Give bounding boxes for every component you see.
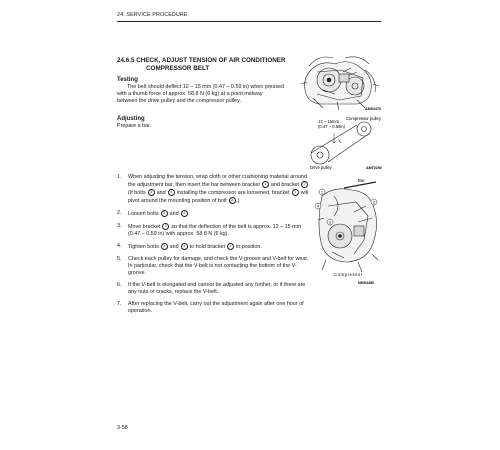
deflection-label: 12 – 15mm [318,119,339,124]
step-2-text-c: . [188,210,190,217]
bar-adjustment-figure [314,176,382,286]
page-number: 3-58 [117,425,128,431]
step-1-text-f: installing the compressor are loosened, bracket [176,189,290,196]
step-number: 4. [117,242,122,249]
step-2-text-a: Loosen bolts [128,210,159,217]
belt-deflection-figure [290,113,382,171]
drive-pulley-shape [311,146,329,164]
bar-label: Bar [358,178,365,183]
belt-diagram [290,113,382,171]
step-1-text-a: When adjusting the tension, wrap cloth or other cushioning material around the adjustment bar, then insert the bar between bracket [128,174,307,188]
fig3-callout-1: 1 [320,189,324,195]
step-2 [117,210,314,218]
deflection-label-inches: (0.47 – 0.59in) [318,124,346,129]
step-number: 7. [117,300,122,307]
header-rule [117,21,381,22]
callout-bolt-3: 3 [148,189,155,196]
callout-bolt-3d: 3 [161,243,168,250]
step-2-text-b: and [169,210,179,217]
section-title-line2: COMPRESSOR BELT [146,65,210,72]
adjusting-prepare-text: Prepare a bar. [117,123,152,129]
callout-bolt-3c: 3 [161,210,168,217]
callout-bolt-3b: 3 [229,197,236,204]
step-number: 2. [117,209,122,216]
step-1-text-h: .) [236,197,240,204]
callout-bracket-1b: 1 [292,189,299,196]
testing-line-2: with a thumb force of approx. 58.8 N (6 kg) at a point midway [117,91,263,97]
fig3-code: NMS4480 [358,281,374,285]
step-1-text-e: and [156,189,166,196]
callout-bolt-4: 4 [168,189,175,196]
fig3-callout-2: 2 [372,199,376,205]
fig3-callout-3: 3 [328,219,332,225]
step-number: 1. [117,174,122,180]
callout-bracket-2: 2 [301,181,308,188]
step-1-text-b: and bracket [270,181,300,188]
compressor-figure [299,50,381,112]
step-number: 5. [117,255,122,262]
testing-heading: Testing [117,77,138,83]
step-4-text-a: Tighten bolts [128,243,159,250]
compressor-pulley-label: Compressor pulley [346,116,381,121]
compressor-label: Compressor [334,272,363,277]
step-7 [117,301,314,315]
adjustment-steps [117,174,314,320]
step-7-text: After replacing the V-belt, carry out the adjustment again after one hour of operation. [128,300,304,314]
adjusting-heading: Adjusting [117,116,145,122]
step-4-text-d: in position. [236,243,262,250]
step-5-text: Check each pulley for damage, and check the V-groove and V-belt for wear. In particular, check that the V-belt is not contacting the bottom of the V-groove. [128,255,309,276]
step-1 [117,174,314,205]
step-3-text-a: Move bracket [128,223,161,230]
callout-bracket-1c: 1 [162,223,169,230]
step-4 [117,243,314,251]
step-3-text-b: so that the deflection of the belt is approx. 12 – 15 mm (0.47 – 0.59 in) with approx. 58.8 N (6 kg). [128,223,302,237]
step-6-text: If the V-belt is elongated and cannot be adjusted any further, or if there are any nuts or cracks, replace the V-belt. [128,281,306,295]
step-1-text-d: (If bolts [128,189,146,196]
section-header: 24. SERVICE PROCEDURE [117,12,188,18]
fig2-code: AMT0250 [366,166,382,170]
step-number: 3. [117,222,122,229]
step-1-text-c: . [308,181,311,188]
step-3 [117,223,314,238]
fig3-callout-4: 4 [316,203,320,209]
callout-bracket-1: 1 [262,181,269,188]
step-5 [117,256,314,277]
callout-bolt-4c: 4 [181,210,188,217]
step-4-text-c: to hold bracket [189,243,226,250]
testing-line-3: between the drive pulley and the compressor pulley. [117,98,241,104]
bar-adjustment-illustration [314,176,382,286]
step-6 [117,282,314,296]
testing-paragraph [117,84,329,105]
testing-line-1: The belt should deflect 12 – 15 mm (0.47 – 0.59 in) when pressed [127,84,285,90]
compressor-illustration [299,50,381,112]
callout-bolt-4d: 4 [181,243,188,250]
section-title-line1: 24.6.5 CHECK, ADJUST TENSION OF AIR CONDITIONER [117,57,286,64]
step-number: 6. [117,281,122,288]
step-4-text-b: and [169,243,179,250]
drive-pulley-label: Drive pulley [310,165,332,170]
fig1-code: AMS3470 [365,107,381,111]
callout-bracket-1d: 1 [227,243,234,250]
section-title [117,57,317,73]
step-1-text-g: will pivot around the mounting position of bolt [128,189,309,204]
